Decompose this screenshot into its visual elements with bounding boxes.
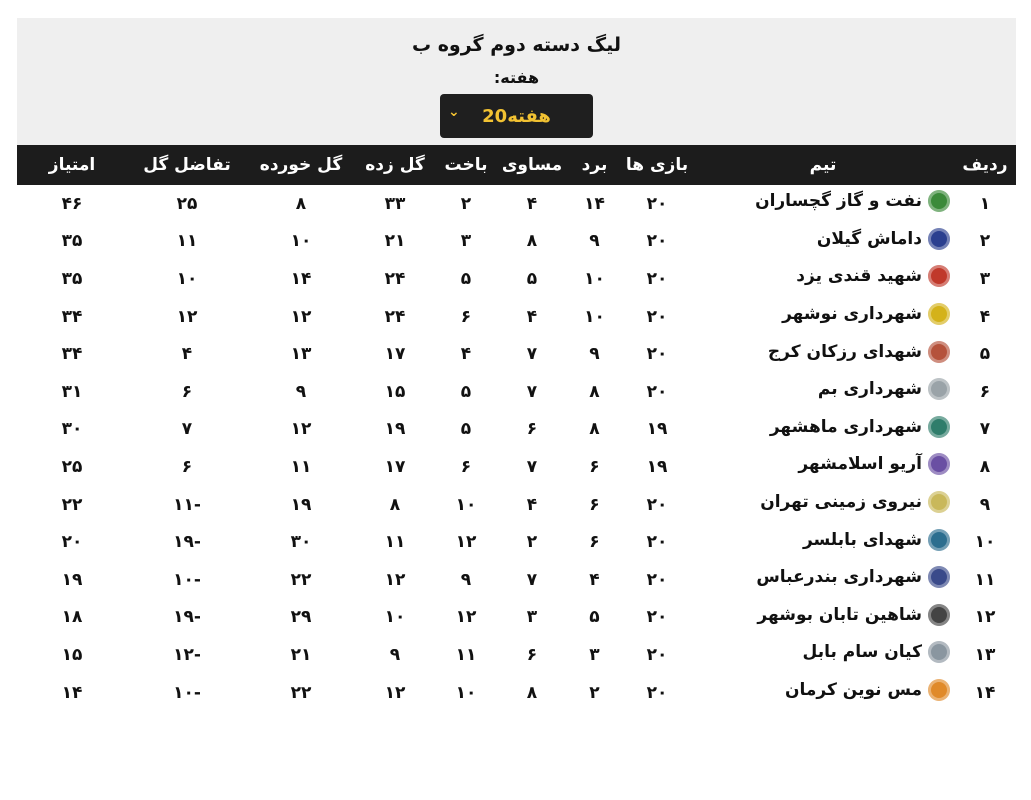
rank-cell: ۱۱ bbox=[974, 569, 996, 590]
drawn-cell: ۸ bbox=[526, 682, 538, 703]
table-row bbox=[17, 411, 1016, 449]
team-name: شهدای رزکان کرج bbox=[767, 341, 922, 362]
team-name: شهرداری ماهشهر bbox=[769, 416, 922, 437]
goal-diff-cell: ۱۲- bbox=[173, 644, 201, 665]
goal-diff-cell: ۱۲ bbox=[176, 306, 198, 327]
team-logo-icon bbox=[928, 641, 950, 663]
won-cell: ۱۴ bbox=[584, 193, 605, 214]
team-logo-icon bbox=[928, 378, 950, 400]
points-cell: ۲۵ bbox=[61, 456, 83, 477]
team-logo-icon bbox=[928, 566, 950, 588]
goal-diff-cell: ۱۰- bbox=[173, 682, 201, 703]
team-logo-icon bbox=[928, 341, 950, 363]
goals-for-cell: ۱۰ bbox=[384, 607, 406, 628]
goals-for-cell: ۲۴ bbox=[384, 306, 406, 327]
lost-cell: ۲ bbox=[460, 193, 472, 214]
team-name: شهرداری نوشهر bbox=[782, 304, 922, 325]
points-cell: ۳۴ bbox=[61, 344, 83, 365]
rank-cell: ۱۳ bbox=[974, 644, 996, 665]
week-label: هفته: bbox=[493, 68, 540, 87]
team-logo-icon bbox=[928, 453, 950, 475]
table-row bbox=[17, 335, 1016, 373]
goals-for-cell: ۲۴ bbox=[384, 268, 406, 289]
table-body bbox=[17, 185, 1016, 711]
team-cell bbox=[692, 599, 954, 637]
header-rank: ردیف bbox=[954, 145, 1016, 185]
rank-cell: ۳ bbox=[979, 268, 991, 289]
played-cell: ۱۹ bbox=[646, 456, 668, 477]
header-team: تیم bbox=[692, 145, 954, 185]
team-name: کیان سام بابل bbox=[802, 642, 922, 663]
drawn-cell: ۴ bbox=[526, 193, 538, 214]
played-cell: ۲۰ bbox=[646, 344, 668, 365]
team-cell bbox=[692, 223, 954, 261]
goals-for-cell: ۲۱ bbox=[384, 231, 406, 252]
goal-diff-cell: ۱۰- bbox=[173, 569, 201, 590]
team-cell bbox=[692, 373, 954, 411]
won-cell: ۶ bbox=[589, 456, 600, 477]
won-cell: ۵ bbox=[589, 607, 600, 628]
played-cell: ۲۰ bbox=[646, 306, 668, 327]
week-dropdown[interactable] bbox=[440, 94, 593, 138]
goals-against-cell: ۱۳ bbox=[290, 344, 312, 365]
team-name: شهدای بابلسر bbox=[802, 529, 922, 550]
goal-diff-cell: ۱۹- bbox=[173, 532, 201, 553]
lost-cell: ۵ bbox=[460, 419, 472, 440]
rank-cell: ۶ bbox=[979, 381, 991, 402]
team-logo-icon bbox=[928, 604, 950, 626]
team-name: نیروی زمینی تهران bbox=[760, 492, 922, 513]
points-cell: ۴۶ bbox=[61, 193, 83, 214]
goals-against-cell: ۳۰ bbox=[290, 532, 312, 553]
drawn-cell: ۳ bbox=[526, 607, 538, 628]
won-cell: ۶ bbox=[589, 494, 600, 515]
table-row bbox=[17, 599, 1016, 637]
points-cell: ۳۴ bbox=[61, 306, 83, 327]
lost-cell: ۱۲ bbox=[455, 607, 477, 628]
team-logo-icon bbox=[928, 228, 950, 250]
lost-cell: ۵ bbox=[460, 381, 472, 402]
won-cell: ۸ bbox=[589, 419, 600, 440]
played-cell: ۲۰ bbox=[646, 231, 668, 252]
drawn-cell: ۸ bbox=[526, 231, 538, 252]
league-header bbox=[17, 18, 1016, 145]
header-won: برد bbox=[567, 145, 622, 185]
points-cell: ۲۲ bbox=[61, 494, 83, 515]
rank-cell: ۵ bbox=[979, 344, 991, 365]
goals-for-cell: ۱۷ bbox=[384, 456, 406, 477]
team-name: نفت و گاز گچساران bbox=[755, 191, 922, 212]
goals-for-cell: ۸ bbox=[389, 494, 401, 515]
team-logo-icon bbox=[928, 265, 950, 287]
team-logo-icon bbox=[928, 190, 950, 212]
won-cell: ۸ bbox=[589, 381, 600, 402]
team-logo-icon bbox=[928, 491, 950, 513]
played-cell: ۲۰ bbox=[646, 193, 668, 214]
goals-for-cell: ۱۷ bbox=[384, 344, 406, 365]
table-row bbox=[17, 448, 1016, 486]
won-cell: ۶ bbox=[589, 532, 600, 553]
drawn-cell: ۵ bbox=[526, 268, 538, 289]
played-cell: ۲۰ bbox=[646, 569, 668, 590]
standings-table bbox=[17, 145, 1016, 711]
team-name: داماش گیلان bbox=[816, 228, 922, 249]
table-row bbox=[17, 636, 1016, 674]
goals-against-cell: ۲۱ bbox=[290, 644, 312, 665]
played-cell: ۲۰ bbox=[646, 532, 668, 553]
lost-cell: ۳ bbox=[460, 231, 472, 252]
goals-against-cell: ۲۲ bbox=[290, 682, 312, 703]
team-cell bbox=[692, 674, 954, 712]
table-header-row bbox=[17, 145, 1016, 185]
points-cell: ۳۱ bbox=[61, 381, 83, 402]
rank-cell: ۸ bbox=[979, 456, 991, 477]
table-row bbox=[17, 298, 1016, 336]
team-name: مس نوین کرمان bbox=[785, 680, 922, 701]
won-cell: ۳ bbox=[589, 644, 600, 665]
rank-cell: ۱۴ bbox=[974, 682, 996, 703]
team-cell bbox=[692, 411, 954, 449]
team-name: شهرداری بم bbox=[817, 379, 922, 400]
team-name: شاهین تابان بوشهر bbox=[757, 604, 922, 625]
team-cell bbox=[692, 185, 954, 223]
goals-against-cell: ۱۹ bbox=[290, 494, 312, 515]
team-name: آریو اسلامشهر bbox=[798, 454, 922, 475]
header-drawn: مساوی bbox=[497, 145, 567, 185]
drawn-cell: ۷ bbox=[526, 456, 538, 477]
team-logo-icon bbox=[928, 303, 950, 325]
goal-diff-cell: ۷ bbox=[181, 419, 193, 440]
week-selected-value: هفته20 bbox=[482, 105, 551, 127]
team-logo-icon bbox=[928, 679, 950, 701]
rank-cell: ۲ bbox=[979, 231, 991, 252]
team-name: شهید قندی یزد bbox=[796, 266, 922, 287]
drawn-cell: ۴ bbox=[526, 494, 538, 515]
header-goal-diff: تفاضل گل bbox=[127, 145, 247, 185]
lost-cell: ۱۱ bbox=[455, 644, 477, 665]
table-row bbox=[17, 260, 1016, 298]
header-lost: باخت bbox=[435, 145, 497, 185]
team-cell bbox=[692, 298, 954, 336]
drawn-cell: ۷ bbox=[526, 344, 538, 365]
points-cell: ۳۰ bbox=[61, 419, 83, 440]
header-points: امتیاز bbox=[17, 145, 127, 185]
table-row bbox=[17, 561, 1016, 599]
goals-for-cell: ۳۳ bbox=[384, 193, 406, 214]
goals-for-cell: ۱۲ bbox=[384, 682, 406, 703]
points-cell: ۳۵ bbox=[61, 268, 83, 289]
drawn-cell: ۷ bbox=[526, 381, 538, 402]
rank-cell: ۹ bbox=[979, 494, 991, 515]
team-cell bbox=[692, 486, 954, 524]
points-cell: ۱۹ bbox=[61, 569, 83, 590]
goals-against-cell: ۱۲ bbox=[290, 419, 312, 440]
goal-diff-cell: ۶ bbox=[181, 456, 193, 477]
points-cell: ۳۵ bbox=[61, 231, 83, 252]
goal-diff-cell: ۱۰ bbox=[176, 268, 198, 289]
goal-diff-cell: ۶ bbox=[181, 381, 193, 402]
points-cell: ۱۵ bbox=[61, 644, 83, 665]
goals-against-cell: ۸ bbox=[295, 193, 307, 214]
rank-cell: ۱۰ bbox=[974, 532, 996, 553]
lost-cell: ۴ bbox=[460, 344, 472, 365]
rank-cell: ۱۲ bbox=[974, 607, 996, 628]
played-cell: ۱۹ bbox=[646, 419, 668, 440]
drawn-cell: ۴ bbox=[526, 306, 538, 327]
team-cell bbox=[692, 561, 954, 599]
goal-diff-cell: ۴ bbox=[181, 344, 193, 365]
won-cell: ۱۰ bbox=[584, 306, 605, 327]
header-goals-against: گل خورده bbox=[247, 145, 355, 185]
lost-cell: ۹ bbox=[460, 569, 472, 590]
table-row bbox=[17, 523, 1016, 561]
table-row bbox=[17, 674, 1016, 712]
team-logo-icon bbox=[928, 529, 950, 551]
lost-cell: ۱۲ bbox=[455, 532, 477, 553]
goals-for-cell: ۱۹ bbox=[384, 419, 406, 440]
lost-cell: ۶ bbox=[460, 456, 472, 477]
played-cell: ۲۰ bbox=[646, 268, 668, 289]
goal-diff-cell: ۱۱ bbox=[176, 231, 198, 252]
goals-against-cell: ۱۱ bbox=[290, 456, 312, 477]
goals-for-cell: ۱۱ bbox=[384, 532, 406, 553]
won-cell: ۲ bbox=[589, 682, 600, 703]
team-name: شهرداری بندرعباس bbox=[756, 567, 922, 588]
points-cell: ۲۰ bbox=[61, 532, 83, 553]
drawn-cell: ۲ bbox=[526, 532, 538, 553]
won-cell: ۱۰ bbox=[584, 268, 605, 289]
team-cell bbox=[692, 335, 954, 373]
table-row bbox=[17, 373, 1016, 411]
chevron-down-icon: ⌄ bbox=[448, 104, 460, 120]
goals-for-cell: ۱۲ bbox=[384, 569, 406, 590]
rank-cell: ۷ bbox=[979, 419, 991, 440]
goals-against-cell: ۲۲ bbox=[290, 569, 312, 590]
table-row bbox=[17, 223, 1016, 261]
lost-cell: ۱۰ bbox=[455, 494, 477, 515]
goal-diff-cell: ۱۱- bbox=[173, 494, 201, 515]
league-widget bbox=[17, 18, 1016, 711]
header-goals-for: گل زده bbox=[355, 145, 435, 185]
team-logo-icon bbox=[928, 416, 950, 438]
goals-against-cell: ۲۹ bbox=[290, 607, 312, 628]
league-title: لیگ دسته دوم گروه ب bbox=[412, 34, 621, 56]
played-cell: ۲۰ bbox=[646, 644, 668, 665]
goal-diff-cell: ۲۵ bbox=[176, 193, 198, 214]
points-cell: ۱۸ bbox=[61, 607, 83, 628]
drawn-cell: ۶ bbox=[526, 644, 538, 665]
played-cell: ۲۰ bbox=[646, 607, 668, 628]
played-cell: ۲۰ bbox=[646, 381, 668, 402]
table-row bbox=[17, 486, 1016, 524]
goals-against-cell: ۱۲ bbox=[290, 306, 312, 327]
drawn-cell: ۶ bbox=[526, 419, 538, 440]
team-cell bbox=[692, 260, 954, 298]
team-cell bbox=[692, 523, 954, 561]
rank-cell: ۴ bbox=[979, 306, 991, 327]
team-cell bbox=[692, 636, 954, 674]
table-row bbox=[17, 185, 1016, 223]
goal-diff-cell: ۱۹- bbox=[173, 607, 201, 628]
lost-cell: ۱۰ bbox=[455, 682, 477, 703]
played-cell: ۲۰ bbox=[646, 682, 668, 703]
lost-cell: ۶ bbox=[460, 306, 472, 327]
won-cell: ۹ bbox=[589, 231, 600, 252]
goals-against-cell: ۱۴ bbox=[290, 268, 312, 289]
goals-for-cell: ۱۵ bbox=[384, 381, 406, 402]
won-cell: ۴ bbox=[589, 569, 600, 590]
drawn-cell: ۷ bbox=[526, 569, 538, 590]
goals-against-cell: ۱۰ bbox=[290, 231, 312, 252]
points-cell: ۱۴ bbox=[61, 682, 83, 703]
goals-for-cell: ۹ bbox=[389, 644, 401, 665]
team-cell bbox=[692, 448, 954, 486]
played-cell: ۲۰ bbox=[646, 494, 668, 515]
lost-cell: ۵ bbox=[460, 268, 472, 289]
won-cell: ۹ bbox=[589, 344, 600, 365]
rank-cell: ۱ bbox=[979, 193, 991, 214]
header-played: بازی ها bbox=[622, 145, 692, 185]
goals-against-cell: ۹ bbox=[295, 381, 307, 402]
